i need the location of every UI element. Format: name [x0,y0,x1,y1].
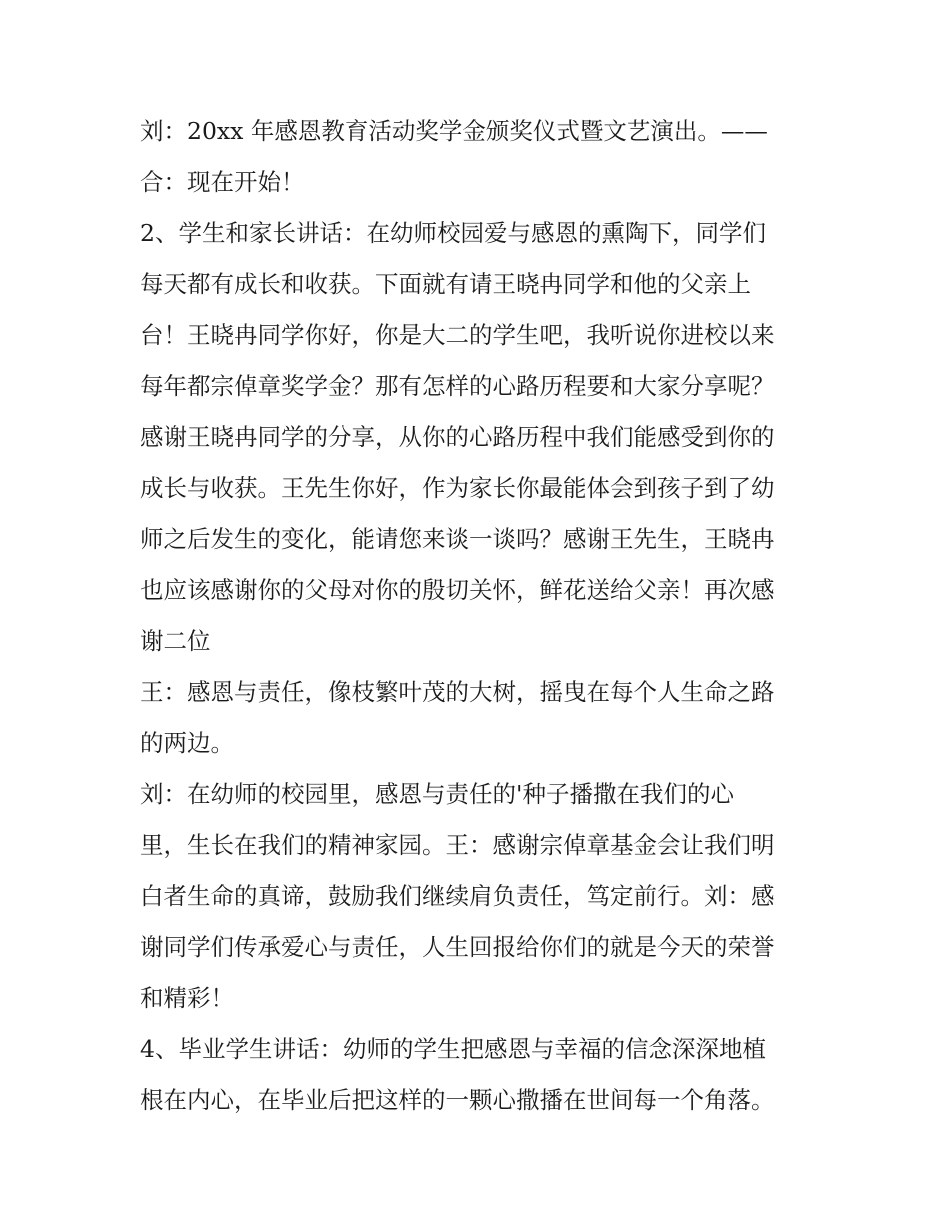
text-line: 的两边。 [140,729,234,757]
text-line: 白者生命的真谛，鼓励我们继续肩负责任，笃定前行。刘：感 [140,882,775,910]
text-line: 师之后发生的变化，能请您来谈一谈吗？感谢王先生，王晓冉 [140,525,775,553]
text-line: 和精彩！ [140,984,234,1012]
text-line: 每天都有成长和收获。下面就有请王晓冉同学和他的父亲上 [140,270,751,298]
document-body [140,106,820,1126]
text-line: 感谢王晓冉同学的分享，从你的心路历程中我们能感受到你的 [140,423,775,451]
text-line: 刘：在幼师的校园里，感恩与责任的'种子播撒在我们的心 [140,780,734,808]
text-line: 根在内心，在毕业后把这样的一颗心撒播在世间每一个角落。 [140,1086,775,1114]
text-line: 台！王晓冉同学你好，你是大二的学生吧，我听说你进校以来 [140,321,775,349]
text-line: 王：感恩与责任，像枝繁叶茂的大树，摇曳在每个人生命之路 [140,678,775,706]
text-line: 成长与收获。王先生你好，作为家长你最能体会到孩子到了幼 [140,474,775,502]
text-line: 谢同学们传承爱心与责任，人生回报给你们的就是今天的荣誉 [140,933,775,961]
text-line: 里，生长在我们的精神家园。王：感谢宗倬章基金会让我们明 [140,831,775,859]
text-line: 每年都宗倬章奖学金？那有怎样的心路历程要和大家分享呢？ [140,372,775,400]
text-line: 合：现在开始！ [140,168,305,196]
text-line: 也应该感谢你的父母对你的殷切关怀，鲜花送给父亲！再次感 [140,576,775,604]
text-line: 2、学生和家长讲话：在幼师校园爱与感恩的熏陶下，同学们 [140,219,766,247]
text-line: 4、毕业学生讲话：幼师的学生把感恩与幸福的信念深深地植 [140,1035,766,1063]
text-line: 刘：20xx 年感恩教育活动奖学金颁奖仪式暨文艺演出。—— [140,117,768,145]
text-line: 谢二位 [140,627,211,655]
